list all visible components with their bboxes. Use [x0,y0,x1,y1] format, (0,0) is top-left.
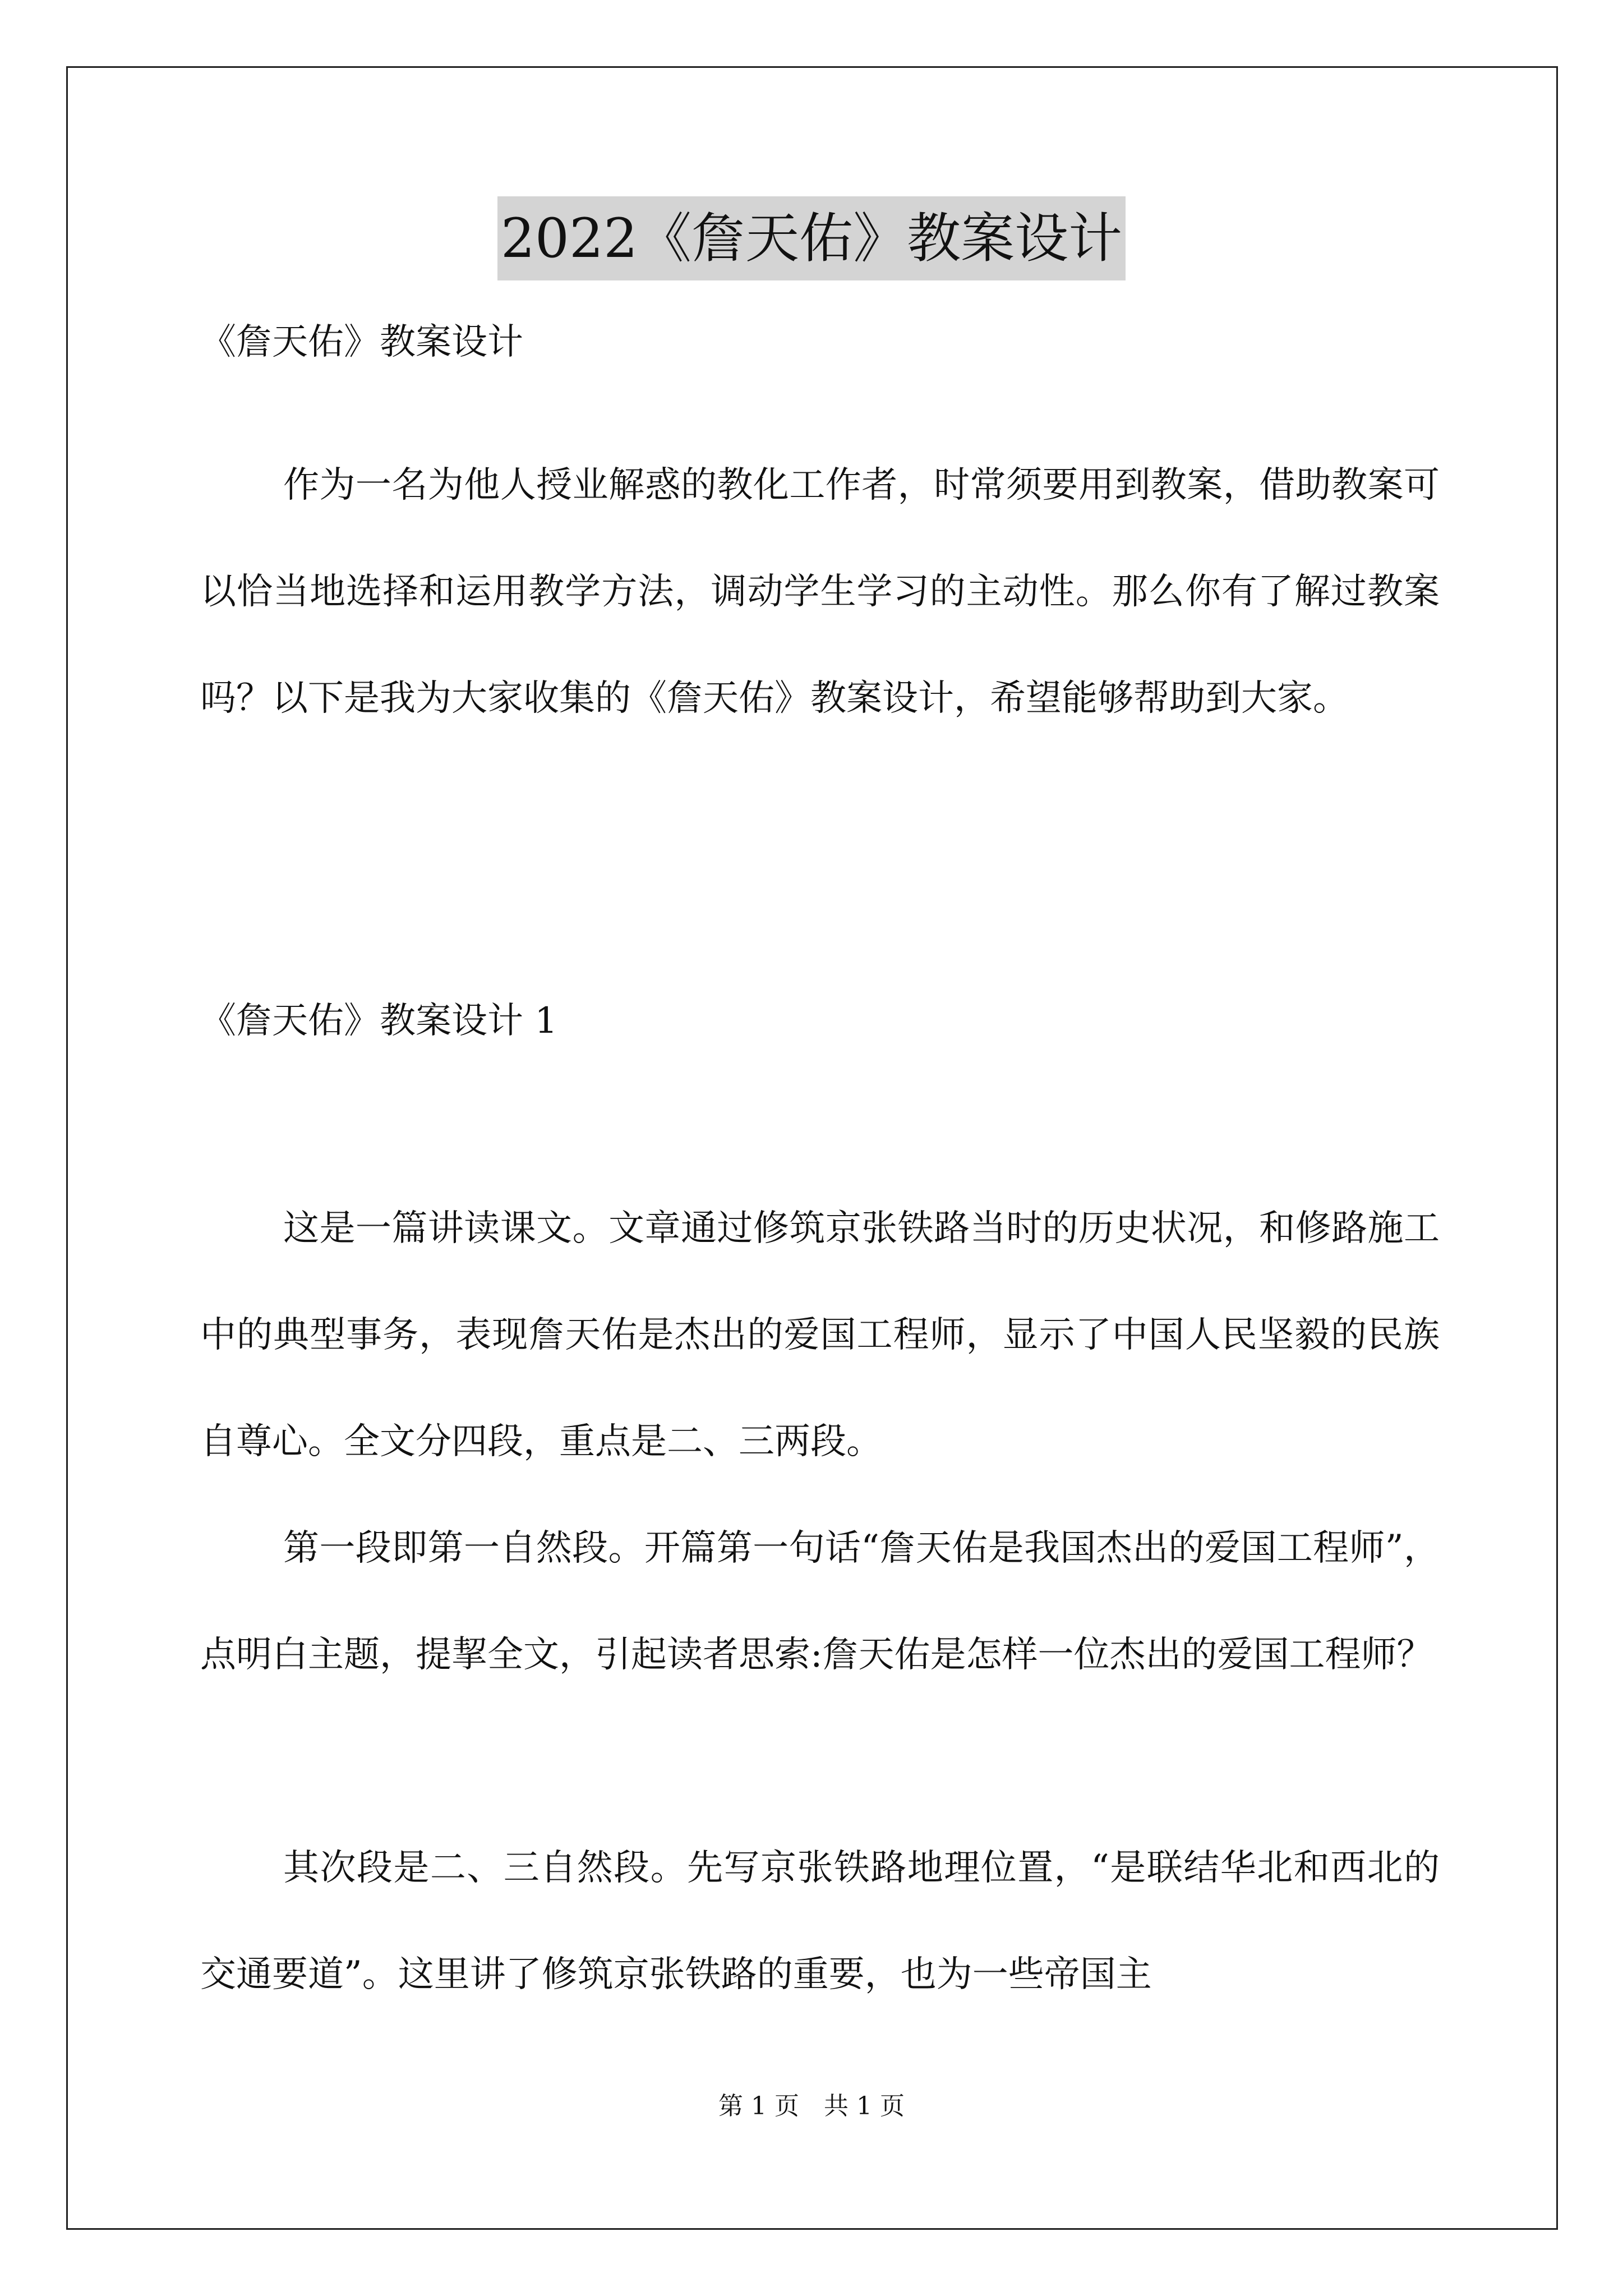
document-title [0,196,1623,280]
page-footer: 第 1 页 共 1 页 [718,2092,905,2120]
body-paragraph-2: 第一段即第一自然段。开篇第一句话“詹天佑是我国杰出的爱国工程师”，点明白主题，提挈全文，引起读者思索:詹天佑是怎样一位杰出的爱国工程师？ [200,1527,1440,1676]
intro-paragraph: 作为一名为他人授业解惑的教化工作者，时常须要用到教案，借助教案可以恰当地选择和运用教学方法，调动学生学习的主动性。那么你有了解过教案吗？以下是我为大家收集的《詹天佑》教案设计，希望能够帮助到大家。 [200,464,1440,719]
body-paragraph-1: 这是一篇讲读课文。文章通过修筑京张铁路当时的历史状况，和修路施工中的典型事务，表现詹天佑是杰出的爱国工程师，显示了中国人民坚毅的民族自尊心。全文分四段，重点是二、三两段。 [200,1208,1440,1462]
document-subtitle: 《詹天佑》教案设计 [200,321,523,363]
body-paragraph-3: 其次段是二、三自然段。先写京张铁路地理位置，“是联结华北和西北的交通要道”。这里讲了修筑京张铁路的重要，也为一些帝国主 [200,1847,1440,1995]
document-title-text: 2022《詹天佑》教案设计 [497,196,1126,280]
section-heading: 《詹天佑》教案设计 1 [200,1000,558,1042]
